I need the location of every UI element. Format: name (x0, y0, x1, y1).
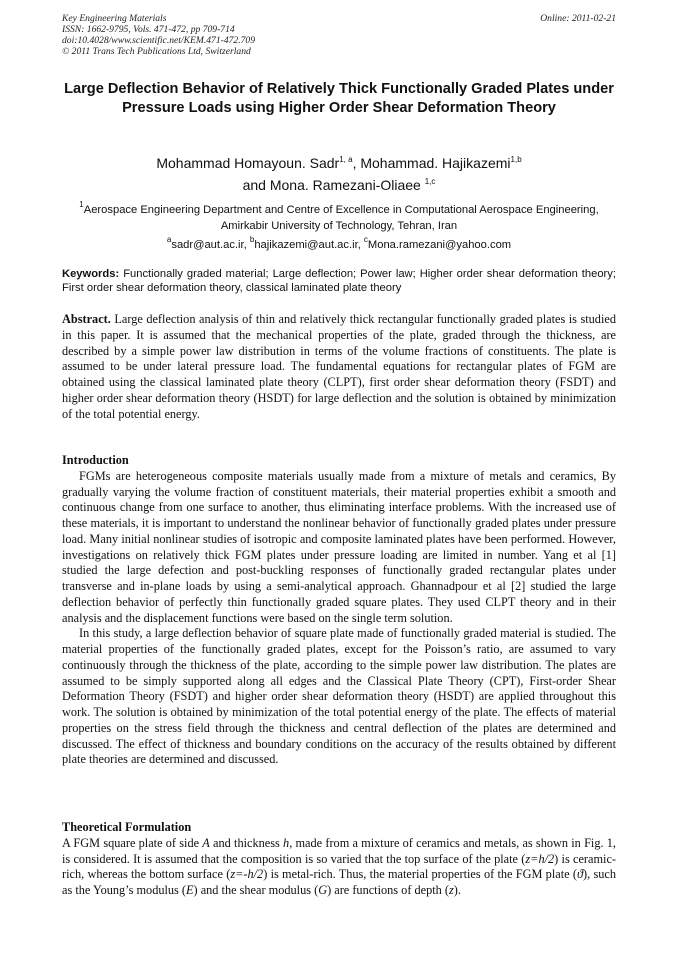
text-run: A FGM square plate of side (62, 835, 203, 850)
math-var: ϑ (576, 867, 583, 882)
author-list (62, 152, 616, 196)
author-name: Mohammad. Hajikazemi (360, 155, 511, 171)
math-var: A (202, 835, 210, 850)
journal-name: Key Engineering Materials (62, 13, 167, 24)
email-link[interactable]: hajikazemi@aut.ac.ir, (254, 239, 364, 251)
affiliation-sup: 1 (79, 200, 84, 209)
paragraph: FGMs are heterogeneous composite materials usually made from a mixture of metals and ceramics, By gradually varying the volume fraction of constituent materials, their material properties exhibit a smooth and continuous change from one surface to another, thus eliminating interface problems. With the increased use of these materials, it is important to understand the nonlinear behavior of functionally graded plates under pressure load. Many initial nonlinear studies of isotropic and composite laminated plates have been performed. However, investigations on relatively thick FGM plates under pressure loading are limited in number. Yang et al [1] studied the large defection and post-buckling responses of functionally graded rectangular plates under transverse and in-plane loads by using a semi-analytical approach. Ghannadpour et al [2] studied the large deflection behavior of perfectly thin functionally graded square plates. They used CLPT theory and in their analysis and the displacement functions were based on the single term solution. (62, 468, 616, 625)
introduction-section (62, 453, 616, 768)
keywords-label: Keywords: (62, 268, 120, 280)
theory-section (62, 820, 616, 899)
email-link[interactable]: Mona.ramezani@yahoo.com (367, 239, 512, 251)
author-name: and Mona. Ramezani-Oliaee (242, 177, 421, 193)
email-sup: c (363, 235, 368, 244)
author-sup: 1,c (424, 177, 436, 186)
text-run: ). (453, 883, 461, 897)
text-run: ) and the shear modulus ( (193, 883, 319, 897)
math-var: E (186, 883, 194, 897)
author-sup: 1, a (339, 155, 353, 164)
author-separator: , (352, 155, 361, 171)
online-date: Online: 2011-02-21 (540, 13, 616, 24)
paragraph (62, 836, 616, 899)
math-var: G (318, 883, 328, 897)
abstract-text: Large deflection analysis of thin and relatively thick rectangular functionally graded plates is studied in this paper. It is assumed that the mechanical properties of the plate, graded through the thickness, are described by a simple power law distribution in terms of the volume fractions of constituents. The plate is assumed to be under lateral pressure load. The fundamental equations for rectangular plates of FGM are obtained using the classical laminated plate theory (CLPT), first order shear deformation theory (FSDT) and higher order shear deformation theory (HSDT) for large deflection and the solution is obtained by minimization of the total potential energy. (62, 312, 616, 421)
paragraph: In this study, a large deflection behavior of square plate made of functionally graded material is studied. The material properties of the functionally graded plates, except for the Poisson’s ratio, are assumed to vary continuously through the thickness of the plate, according to the simple power law distribution. The plates are assumed to be simply supported along all edges and the Classical Plate Theory (CPT), First-order Shear Deformation Theory (FSDT) and higher order shear deformation theory (HSDT) are applied throughout this work. The solution is obtained by minimization of the total potential energy of the plate. The effects of material properties on the stress field through the thickness and central deflection of the plates are determined and discussed. The effect of thickness and boundary conditions on the accuracy of the results obtained by different plate theories are determined and discussed. (62, 626, 616, 767)
math-var: z=h/2 (525, 851, 555, 866)
math-var: z=-h/2 (230, 867, 264, 882)
doi-line: doi:10.4028/www.scientific.net/KEM.471-472.709 (62, 35, 256, 46)
section-heading: Introduction (62, 453, 129, 467)
keywords (62, 267, 616, 295)
author-line-1 (62, 152, 616, 174)
email-link[interactable]: sadr@aut.ac.ir, (171, 239, 250, 251)
text-run: ), such as the Young’s modulus ( (62, 867, 616, 897)
abstract (62, 312, 616, 422)
email-sup: a (166, 235, 172, 244)
text-run: and thickness (209, 835, 284, 850)
text-run: ) is metal-rich. Thus, the material properties of the FGM plate ( (263, 867, 577, 882)
text-run: , made from a mixture of ceramics and metals, as shown in Fig. 1, is considered. It is assumed that the composition is so varied that the top surface of the plate ( (62, 835, 616, 866)
paper-title: Large Deflection Behavior of Relatively Thick Functionally Graded Plates under Pressure Loads using Higher Order Shear Deformation Theory (64, 81, 614, 116)
author-sup: 1,b (510, 155, 522, 164)
text-run: ) are functions of depth ( (327, 883, 449, 897)
math-var: h (283, 835, 290, 850)
author-emails (62, 235, 616, 252)
author-name: Mohammad Homayoun. Sadr (156, 155, 340, 171)
abstract-label: Abstract. (62, 312, 111, 326)
issn-line: ISSN: 1662-9795, Vols. 471-472, pp 709-714 (62, 24, 235, 35)
section-heading: Theoretical Formulation (62, 820, 192, 834)
affiliation-text: Aerospace Engineering Department and Centre of Excellence in Computational Aerospace Engineering, Amirkabir University of Technology, Tehran, Iran (83, 204, 599, 232)
affiliation (62, 202, 616, 234)
text-run: ) is ceramic-rich, whereas the bottom surface ( (62, 851, 616, 882)
email-sup: b (249, 235, 255, 244)
keywords-text: Functionally graded material; Large deflection; Power law; Higher order shear deformation theory; First order shear deformation theory, classical laminated plate theory (62, 268, 616, 294)
author-line-2 (62, 174, 616, 196)
journal-header (62, 13, 616, 57)
copyright-line: © 2011 Trans Tech Publications Ltd, Switzerland (62, 46, 251, 57)
math-var: z (448, 883, 454, 897)
